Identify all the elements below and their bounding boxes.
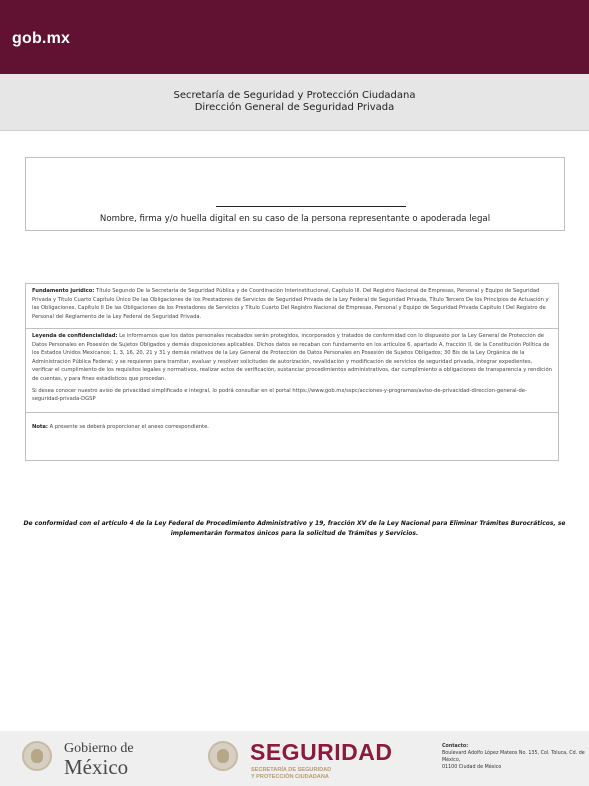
confidentiality-section — [26, 329, 558, 413]
contact-address-line2: 01100 Ciudad de México — [442, 765, 502, 770]
contact-block — [442, 743, 589, 771]
legal-basis-label: Fundamento jurídico: — [32, 288, 95, 294]
gobierno-de-label: Gobierno de — [64, 741, 134, 756]
seguridad-logo-subtitle — [251, 767, 331, 780]
privacy-notice-text: Si desea conocer nuestro aviso de privacidad simplificado e integral, lo podrá consultar en el portal https://www.gob.mx/sspc/acciones-y-programas/aviso-de-privacidad-direccion-general-de-seguridad-privada-DGSP — [32, 387, 527, 403]
secretariat-name: Secretaría de Seguridad y Protección Ciudadana — [173, 90, 416, 101]
top-bar — [0, 0, 589, 74]
note-section — [26, 413, 558, 460]
legal-notice: De conformidad con el artículo 4 de la Ley Federal de Procedimiento Administrativo y 19, fracción XV de la Ley Nacional para Eliminar Trámites Burocráticos, se implementarán formatos únicos para la solicitud de Trámites y Servicios. — [23, 520, 566, 537]
mexico-label: México — [64, 755, 129, 779]
legal-basis-section — [26, 284, 558, 329]
mexico-coat-of-arms-icon — [22, 741, 52, 771]
gob-mx-logo[interactable]: gob.mx — [12, 30, 71, 47]
department-header — [0, 74, 589, 131]
signature-caption: Nombre, firma y/o huella digital en su caso de la persona representante o apoderada legal — [99, 214, 491, 224]
contact-address-line1: Boulevard Adolfo López Mateos No. 135, Col. Toluca, Cd. de México, — [442, 751, 585, 763]
directorate-name: Dirección General de Seguridad Privada — [194, 102, 395, 113]
sspc-coat-of-arms-icon — [208, 741, 238, 771]
confidentiality-text: Le informamos que los datos personales recabados serán protegidos, incorporados y tratados de conformidad con lo dispuesto por la Ley General de Protección de Datos Personales en Posesión de Sujetos Obligados y demás disposiciones aplicables. Dichos datos se recaban con fundamento en los artículos 6, apartado A, fracción II, de la Constitución Política de los Estados Unidos Mexicanos; 1, 3, 16, 20, 21 y 31 y demás relativos de la Ley General de Protección de Datos Personales en Posesión de Sujetos Obligados; 30 Bis de la Ley Orgánica de la Administración Pública Federal; y se requieren para tramitar, evaluar y resolver solicitudes de autorización, revalidación y modificación de servicios de seguridad privada, integrar expedientes, verificar el cumplimiento de los requisitos legales y normativos, realizar actos de verificación, sustanciar procedimientos administrativos, dar cumplimiento a obligaciones de transparencia y rendición de cuentas, y para fines estadísticos que procedan. — [32, 333, 552, 382]
seguridad-sub-line2: Y PROTECCIÓN CIUDADANA — [251, 773, 329, 780]
legal-box — [25, 283, 559, 461]
seguridad-logo-title: SEGURIDAD — [250, 739, 393, 765]
confidentiality-label: Leyenda de confidencialidad: — [32, 333, 118, 339]
signature-box — [25, 157, 565, 231]
footer — [0, 731, 589, 786]
legal-basis-text: Título Segundo De la Secretaría de Seguridad Pública y de Coordinación Interinstitucional, Capítulo III. Del Registro Nacional de Empresas, Personal y Equipo de Seguridad Privada y Título Cuarto Capítulo Único De las Obligaciones de los Prestadores de Servicios de Seguridad Privada de la Ley Federal de Seguridad Privada, Título Tercero De los Principios de Actuación y las Obligaciones, Capítulo II De las Obligaciones de los Prestadores de Servicios y Título Cuarto Del Registro Nacional de Empresas, Personal y Equipo de Seguridad Privada Capítulo I Del Registro de Personal del Reglamento de la Ley Federal de Seguridad Privada. — [32, 288, 549, 320]
note-text: A presente se deberá proporcionar el anexo correspondiente. — [47, 424, 209, 430]
signature-line[interactable] — [216, 206, 406, 207]
contact-label: Contacto: — [442, 744, 469, 749]
gobierno-de-mexico-logo — [64, 742, 134, 778]
note-label: Nota: — [32, 424, 48, 430]
seguridad-sub-line1: SECRETARÍA DE SEGURIDAD — [251, 767, 332, 773]
